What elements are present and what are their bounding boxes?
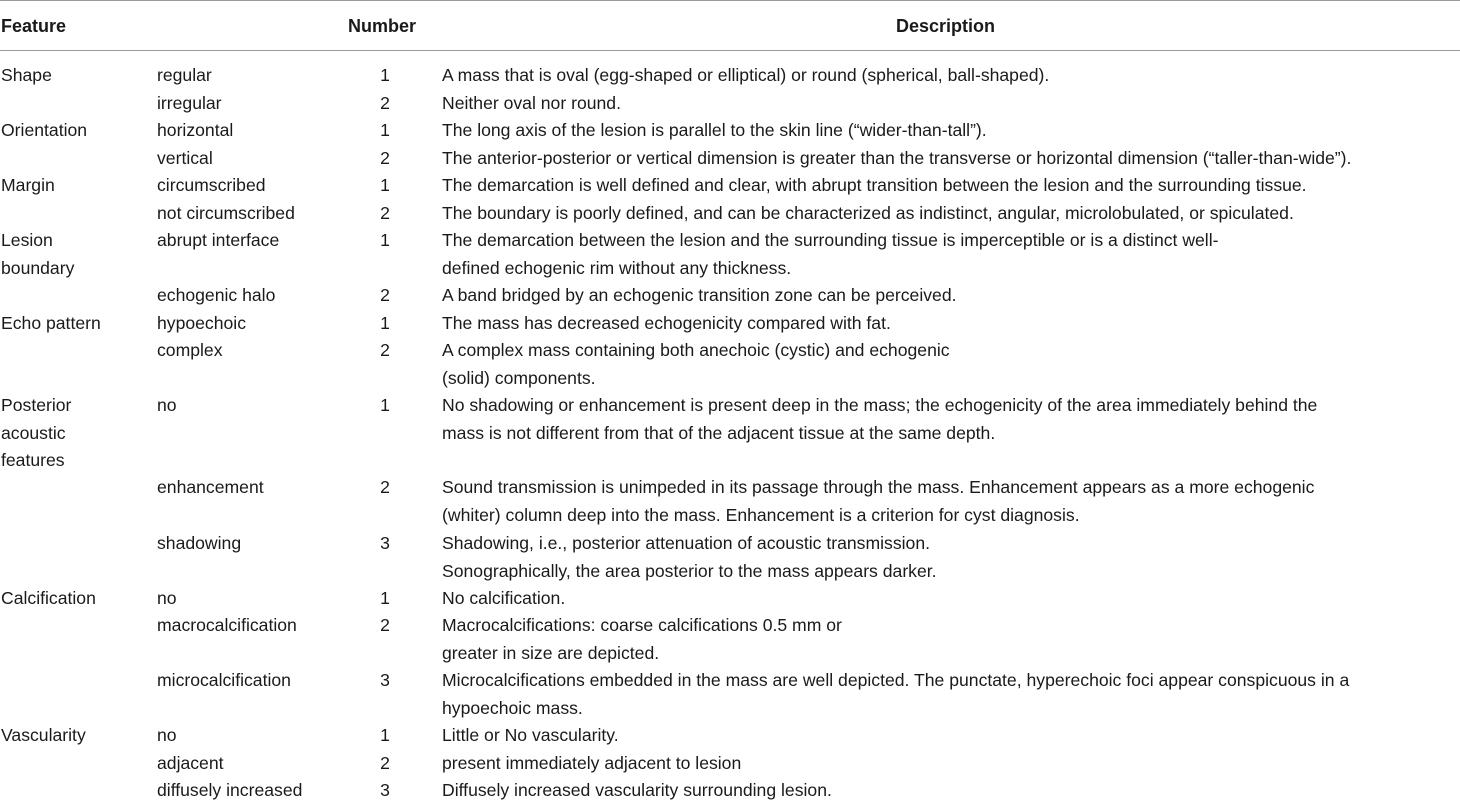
description-cell: No shadowing or enhancement is present deep in the mass; the echogenicity of the area immediately behind the mass is not different from that of the adjacent tissue at the same depth. bbox=[442, 395, 1318, 443]
level-cell: no bbox=[157, 588, 177, 608]
number-cell: 2 bbox=[380, 148, 390, 168]
description-cell: Neither oval nor round. bbox=[442, 93, 621, 113]
number-cell: 2 bbox=[380, 285, 390, 305]
number-cell: 1 bbox=[380, 230, 390, 250]
number-cell: 1 bbox=[380, 120, 390, 140]
level-cell: vertical bbox=[157, 148, 213, 168]
description-cell: Diffusely increased vascularity surrounding lesion. bbox=[442, 780, 832, 800]
feature-cell: Lesion boundary bbox=[1, 230, 75, 278]
description-cell: present immediately adjacent to lesion bbox=[442, 753, 742, 773]
header-description: Description bbox=[896, 16, 996, 36]
feature-cell: Vascularity bbox=[1, 725, 86, 745]
description-cell: The mass has decreased echogenicity compared with fat. bbox=[442, 313, 891, 333]
level-cell: circumscribed bbox=[157, 175, 266, 195]
number-cell: 1 bbox=[380, 313, 390, 333]
description-cell: Macrocalcifications: coarse calcifications 0.5 mm or greater in size are depicted. bbox=[442, 615, 842, 663]
description-cell: A mass that is oval (egg-shaped or elliptical) or round (spherical, ball-shaped). bbox=[442, 65, 1050, 85]
level-cell: shadowing bbox=[157, 533, 242, 553]
number-cell: 3 bbox=[380, 533, 390, 553]
level-cell: no bbox=[157, 725, 177, 745]
number-cell: 1 bbox=[380, 725, 390, 745]
feature-cell: Shape bbox=[1, 65, 52, 85]
level-cell: adjacent bbox=[157, 753, 224, 773]
level-cell: complex bbox=[157, 340, 223, 360]
description-cell: No calcification. bbox=[442, 588, 566, 608]
level-cell: abrupt interface bbox=[157, 230, 280, 250]
description-cell: Little or No vascularity. bbox=[442, 725, 619, 745]
feature-cell: Margin bbox=[1, 175, 55, 195]
number-cell: 2 bbox=[380, 477, 390, 497]
description-cell: The demarcation between the lesion and the surrounding tissue is imperceptible or is a distinct well- defined echogenic rim without any thickness. bbox=[442, 230, 1219, 278]
table-top-rule bbox=[0, 0, 1460, 1]
description-cell: Microcalcifications embedded in the mass are well depicted. The punctate, hyperechoic foci appear conspicuous in a hypoechoic mass. bbox=[442, 670, 1350, 718]
number-cell: 1 bbox=[380, 588, 390, 608]
level-cell: macrocalcification bbox=[157, 615, 297, 635]
feature-cell: Posterior acoustic features bbox=[1, 395, 72, 470]
number-cell: 2 bbox=[380, 93, 390, 113]
description-cell: Sound transmission is unimpeded in its passage through the mass. Enhancement appears as a more echogenic (whiter) column deep into the mass. Enhancement is a criterion for cyst diagnosis. bbox=[442, 477, 1315, 525]
description-cell: The anterior-posterior or vertical dimension is greater than the transverse or horizontal dimension (“taller-than-wide”). bbox=[442, 148, 1352, 168]
description-cell: A band bridged by an echogenic transition zone can be perceived. bbox=[442, 285, 957, 305]
feature-cell: Echo pattern bbox=[1, 313, 101, 333]
level-cell: not circumscribed bbox=[157, 203, 295, 223]
level-cell: enhancement bbox=[157, 477, 264, 497]
description-cell: The demarcation is well defined and clear, with abrupt transition between the lesion and the surrounding tissue. bbox=[442, 175, 1307, 195]
number-cell: 1 bbox=[380, 65, 390, 85]
feature-cell: Calcification bbox=[1, 588, 96, 608]
number-cell: 3 bbox=[380, 670, 390, 690]
number-cell: 2 bbox=[380, 203, 390, 223]
level-cell: microcalcification bbox=[157, 670, 291, 690]
level-cell: regular bbox=[157, 65, 212, 85]
number-cell: 1 bbox=[380, 395, 390, 415]
description-cell: Shadowing, i.e., posterior attenuation of acoustic transmission. Sonographically, the area posterior to the mass appears darker. bbox=[442, 533, 937, 581]
header-rule bbox=[0, 50, 1460, 51]
level-cell: irregular bbox=[157, 93, 222, 113]
description-cell: The long axis of the lesion is parallel to the skin line (“wider-than-tall”). bbox=[442, 120, 987, 140]
description-cell: A complex mass containing both anechoic (cystic) and echogenic (solid) components. bbox=[442, 340, 950, 388]
level-cell: echogenic halo bbox=[157, 285, 276, 305]
level-cell: no bbox=[157, 395, 177, 415]
level-cell: diffusely increased bbox=[157, 780, 303, 800]
number-cell: 3 bbox=[380, 780, 390, 800]
header-feature: Feature bbox=[1, 16, 67, 36]
number-cell: 2 bbox=[380, 615, 390, 635]
feature-cell: Orientation bbox=[1, 120, 88, 140]
number-cell: 2 bbox=[380, 753, 390, 773]
number-cell: 2 bbox=[380, 340, 390, 360]
description-cell: The boundary is poorly defined, and can be characterized as indistinct, angular, microlobulated, or spiculated. bbox=[442, 203, 1294, 223]
header-number: Number bbox=[348, 16, 417, 36]
number-cell: 1 bbox=[380, 175, 390, 195]
level-cell: horizontal bbox=[157, 120, 234, 140]
level-cell: hypoechoic bbox=[157, 313, 247, 333]
